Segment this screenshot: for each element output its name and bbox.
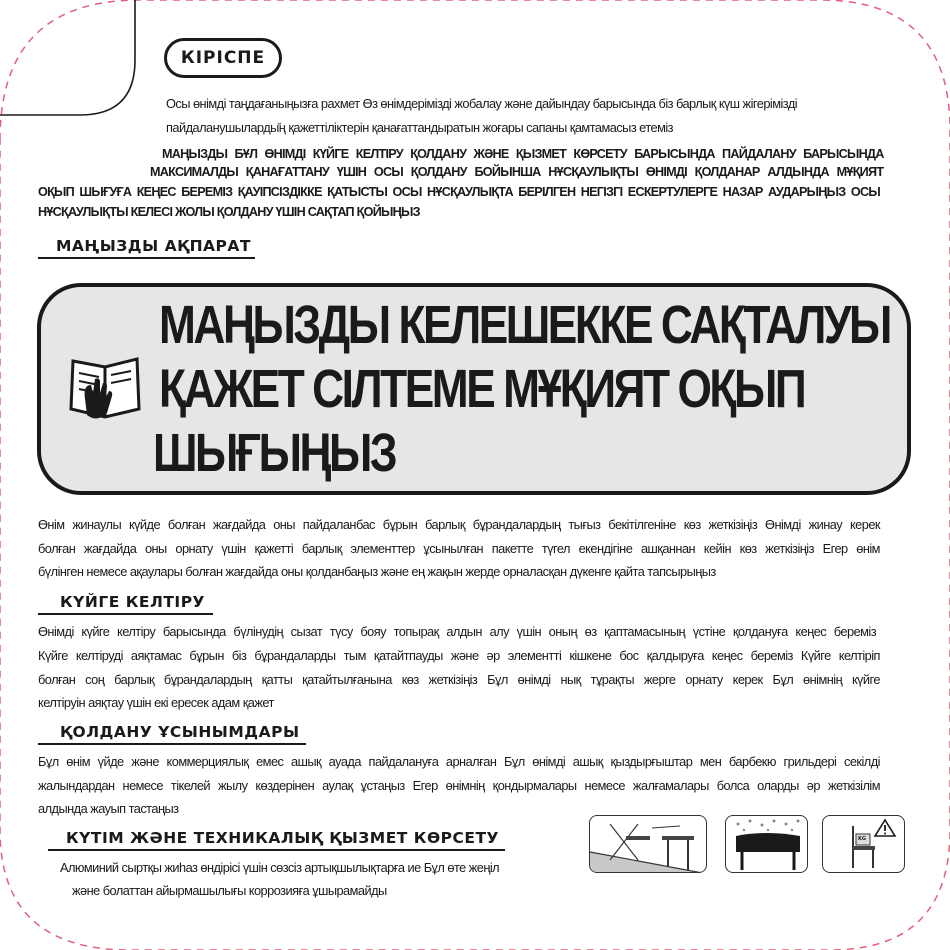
weight-label: KG (858, 836, 866, 842)
weight-warning-pictogram (822, 815, 905, 873)
care-line-1: Алюминий сыртқы жиһаз өндірісі үшін сөзсіз артықшылықтарға ие Бұл өте жеңіл (60, 860, 500, 875)
important-line-1: Өнім жинаулы күйде болған жағдайда оны пайдаланбас бұрын барлық бұрандалардың тығыз бекітілгеніне көз жеткізіңіз Өнімді жинау керек (38, 517, 880, 532)
sloped-ground-pictogram (589, 815, 707, 873)
important-line-3: бүлінген немесе ақаулары болған жағдайда оны қолданбаңыз және ең жақын жерде орналасқан дүкенге қайта тапсырыңыз (38, 564, 716, 579)
book-hand-icon (67, 349, 145, 427)
intro-line-1: Осы өнімді таңдағаныңызға рахмет Өз өнімдерімізді жобалау және дайындау барысында біз барлық күш жігерімізді (166, 96, 798, 111)
assembly-heading: КҮЙГЕ КЕЛТІРУ (38, 591, 213, 615)
care-line-2: және болаттан айырмашылығы коррозияға ұшырамайды (72, 883, 387, 898)
important-heading: МАҢЫЗДЫ АҚПАРАТ (38, 235, 255, 259)
usage-line-3: алдында жауып тастаңыз (38, 801, 179, 816)
usage-heading: ҚОЛДАНУ ҰСЫНЫМДАРЫ (38, 721, 306, 745)
intro-line-2: пайдаланушыларды̆ң қажеттіліктерін қанағаттандыратын жоғары сапаны қамтамасыз етеміз (166, 120, 673, 135)
assembly-line-2: Күйге келтіруді аяқтамас бұрын біз бұрандаларды тым қатайтпауды және әр элементті кішкене бос қалдыруға кеңес береміз Күйге келтіріп (38, 648, 880, 663)
covered-table-pictogram (725, 815, 808, 873)
usage-line-1: Бұл өнім үйде және коммерциялық емес ашық ауада пайдалануға арналған Бұл өнімді ашық қыздырғыштар мен барбекю грильдері секілді (38, 754, 880, 769)
assembly-line-3: болған соң барлық бұрандалардың қатты қатайтылғанына көз жеткізіңіз Бұл өнімді нық тұрақты жерге орнату керек Бұл өнімнің күйге (38, 672, 880, 687)
banner-line-3: ШЫҒЫҢЫЗ (153, 423, 396, 483)
chair-on-slope-icon (590, 816, 707, 873)
usage-line-2: жалындардан немесе тікелей жылу көздерінен аулақ ұстаңыз Егер өнімнің қондырмалары немесе жалғамалары болса оларды әр жеткізілім (38, 778, 880, 793)
notice-line-3: ОҚЫП ШЫҒУҒА КЕҢЕС БЕРЕМІЗ ҚАУІПСІЗДІККЕ ҚАТЫСТЫ ОСЫ НҰСҚАУЛЫҚТА БЕРІЛГЕН НЕГІЗГІ ЕСКЕРТУЛЕРГЕ НАЗАР АУДАРЫҢЫЗ ОСЫ (38, 184, 880, 199)
care-heading: КҮТІМ ЖӘНЕ ТЕХНИКАЛЫҚ ҚЫЗМЕТ КӨРСЕТУ (48, 827, 505, 851)
banner-line-1: МАҢЫЗДЫ КЕЛЕШЕККЕ САҚТАЛУЫ (159, 295, 890, 355)
intro-badge: КІРІСПЕ (164, 38, 282, 78)
important-banner (37, 283, 911, 495)
notice-line-1: МАҢЫЗДЫ БҰЛ ӨНІМДІ КҮЙГЕ КЕЛТІРУ ҚОЛДАНУ ЖӘНЕ ҚЫЗМЕТ КӨРСЕТУ БАРЫСЫНДА ПАЙДАЛАНУ БАРЫСЫНДА (162, 146, 884, 161)
notice-line-2: МАКСИМАЛДЫ ҚАНАҒАТТАНУ ҮШІН ОСЫ ҚОЛДАНУ БОЙЫНША НҰСҚАУЛЫҚТЫ ӨНІМДІ ҚОЛДАНАР АЛДЫНДА МҰҚИЯТ (150, 164, 884, 179)
cover-icon (726, 816, 808, 873)
notice-line-4: НҰСҚАУЛЫҚТЫ КЕЛЕСІ ЖОЛЫ ҚОЛДАНУ ҮШІН САҚТАП ҚОЙЫҢЫЗ (38, 204, 420, 219)
warning-triangle-icon (823, 816, 905, 873)
assembly-line-1: Өнімді күйге келтіру барысында бүлінудің сызат түсу бояу топырақ алдын алу үшін оның өз қаптамасының үстіне қолдануға кеңес береміз (38, 624, 877, 639)
assembly-line-4: келтіруін аяқтау үшін екі ересек адам қажет (38, 695, 274, 710)
important-line-2: болған жағдайда оны орнату үшін қажетті барлық элементтер ұсынылған пакетте түгел екендігіне ашқаннан кейін көз жеткізіңіз Егер өнім (38, 541, 880, 556)
banner-line-2: ҚАЖЕТ СІЛТЕМЕ МҰҚИЯТ ОҚЫП (159, 359, 805, 419)
